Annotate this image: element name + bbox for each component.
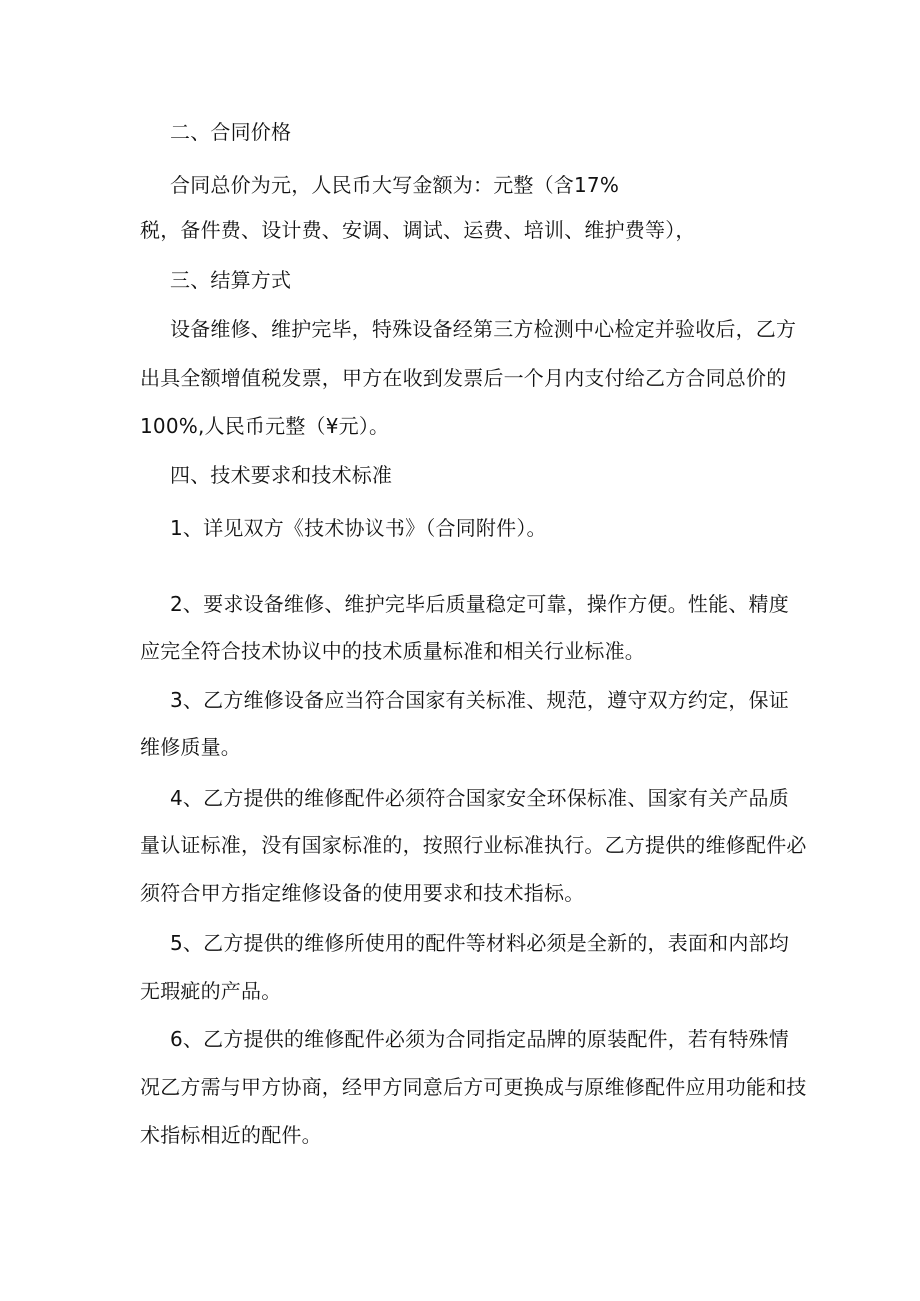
- section-4-heading: 四、技术要求和技术标准: [170, 463, 393, 487]
- section-3-text-line-2: 出具全额增值税发票，甲方在收到发票后一个月内支付给乙方合同总价的: [140, 366, 787, 390]
- section-2-text-line-1: 合同总价为元，人民币大写金额为：元整（含17%: [170, 173, 620, 197]
- item-4-line-1: 4、乙方提供的维修配件必须符合国家安全环保标准、国家有关产品质: [170, 786, 789, 810]
- section-3-heading: 三、结算方式: [170, 268, 292, 292]
- item-3-line-1: 3、乙方维修设备应当符合国家有关标准、规范，遵守双方约定，保证: [170, 688, 789, 712]
- item-6-line-3: 术指标相近的配件。: [140, 1123, 322, 1147]
- item-2-line-1: 2、要求设备维修、维护完毕后质量稳定可靠，操作方便。性能、精度: [170, 592, 789, 616]
- item-6-line-2: 况乙方需与甲方协商，经甲方同意后方可更换成与原维修配件应用功能和技: [140, 1075, 807, 1099]
- item-3-line-2: 维修质量。: [140, 735, 241, 759]
- item-2-line-2: 应完全符合技术协议中的技术质量标准和相关行业标准。: [140, 639, 645, 663]
- item-6-line-1: 6、乙方提供的维修配件必须为合同指定品牌的原装配件，若有特殊情: [170, 1027, 789, 1051]
- item-4-line-3: 须符合甲方指定维修设备的使用要求和技术指标。: [140, 881, 585, 905]
- item-1: 1、详见双方《技术协议书》（合同附件）。: [170, 516, 547, 540]
- section-3-text-line-3: 100%,人民币元整（¥元）。: [140, 414, 390, 438]
- section-3-text-line-1: 设备维修、维护完毕，特殊设备经第三方检测中心检定并验收后，乙方: [170, 317, 797, 341]
- item-5-line-2: 无瑕疵的产品。: [140, 979, 282, 1003]
- item-4-line-2: 量认证标准，没有国家标准的，按照行业标准执行。乙方提供的维修配件必: [140, 833, 807, 857]
- section-2-heading: 二、合同价格: [170, 120, 292, 144]
- section-2-text-line-2: 税，备件费、设计费、安调、调试、运费、培训、维护费等），: [140, 218, 696, 242]
- item-5-line-1: 5、乙方提供的维修所使用的配件等材料必须是全新的，表面和内部均: [170, 931, 789, 955]
